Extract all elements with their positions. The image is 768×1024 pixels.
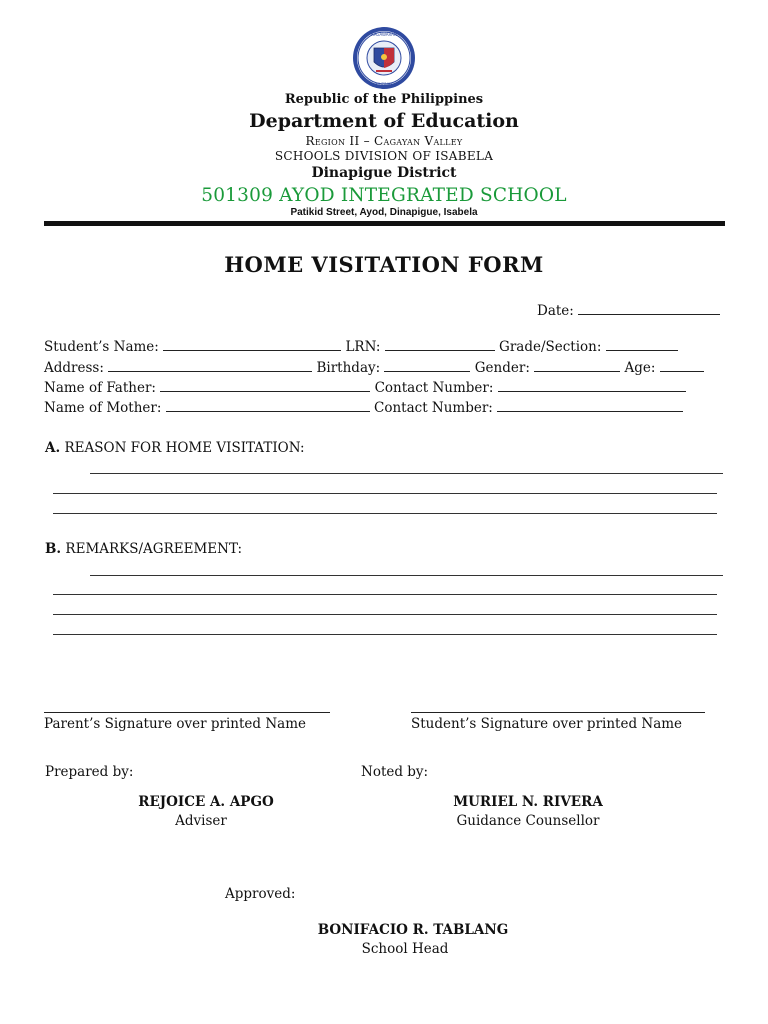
header-divider bbox=[44, 221, 725, 226]
gender-field[interactable] bbox=[534, 357, 620, 372]
student-name-label: Student’s Name: bbox=[44, 339, 159, 355]
section-b-title: REMARKS/AGREEMENT: bbox=[65, 541, 243, 557]
approved-label: Approved: bbox=[225, 886, 296, 902]
form-title: HOME VISITATION FORM bbox=[224, 252, 544, 277]
father-name-field[interactable] bbox=[160, 377, 370, 392]
remarks-line-1[interactable] bbox=[90, 575, 723, 576]
reason-line-1[interactable] bbox=[90, 473, 723, 474]
department-name: Department of Education bbox=[249, 110, 519, 132]
grade-section-field[interactable] bbox=[606, 336, 678, 351]
student-name-field[interactable] bbox=[163, 336, 341, 351]
date-row bbox=[537, 300, 720, 319]
adviser-name: REJOICE A. APGO bbox=[138, 794, 274, 810]
father-label: Name of Father: bbox=[44, 380, 156, 396]
student-info-row bbox=[44, 336, 678, 355]
mother-label: Name of Mother: bbox=[44, 400, 162, 416]
section-b-letter: B. bbox=[45, 541, 62, 557]
mother-name-field[interactable] bbox=[166, 397, 370, 412]
school-address: Patikid Street, Ayod, Dinapigue, Isabela bbox=[290, 207, 478, 218]
date-field[interactable] bbox=[578, 300, 720, 315]
gender-label: Gender: bbox=[474, 360, 530, 376]
counsellor-title: Guidance Counsellor bbox=[456, 813, 600, 829]
student-signature-line[interactable] bbox=[411, 712, 705, 713]
father-row bbox=[44, 377, 686, 396]
address-row bbox=[44, 357, 704, 376]
section-a-title: REASON FOR HOME VISITATION: bbox=[64, 440, 305, 456]
address-label: Address: bbox=[44, 360, 104, 376]
father-contact-field[interactable] bbox=[498, 377, 686, 392]
remarks-line-4[interactable] bbox=[53, 634, 717, 635]
age-field[interactable] bbox=[660, 357, 704, 372]
division-text: SCHOOLS DIVISION OF ISABELA bbox=[274, 149, 494, 163]
mother-contact-field[interactable] bbox=[497, 397, 683, 412]
address-field[interactable] bbox=[108, 357, 312, 372]
parent-signature-line[interactable] bbox=[44, 712, 330, 713]
father-contact-label: Contact Number: bbox=[374, 380, 494, 396]
district-text: Dinapigue District bbox=[311, 165, 457, 181]
birthday-field[interactable] bbox=[384, 357, 470, 372]
lrn-label: LRN: bbox=[345, 339, 381, 355]
section-a-letter: A. bbox=[45, 440, 61, 456]
reason-line-3[interactable] bbox=[53, 513, 717, 514]
date-label: Date: bbox=[537, 303, 574, 319]
prepared-by-label: Prepared by: bbox=[45, 764, 134, 780]
noted-by-label: Noted by: bbox=[361, 764, 429, 780]
republic-text: Republic of the Philippines bbox=[284, 92, 484, 107]
svg-text:KAGAWARAN: KAGAWARAN bbox=[371, 32, 397, 37]
birthday-label: Birthday: bbox=[316, 360, 381, 376]
mother-contact-label: Contact Number: bbox=[374, 400, 493, 416]
section-a-heading bbox=[45, 440, 305, 456]
school-head-name: BONIFACIO R. TABLANG bbox=[317, 922, 509, 938]
svg-text:PILIPINAS: PILIPINAS bbox=[375, 82, 393, 86]
age-label: Age: bbox=[624, 360, 656, 376]
school-name: 501309 AYOD INTEGRATED SCHOOL bbox=[201, 185, 567, 206]
grade-section-label: Grade/Section: bbox=[499, 339, 602, 355]
school-head-title: School Head bbox=[361, 941, 449, 957]
remarks-line-2[interactable] bbox=[53, 594, 717, 595]
region-text: Region II – Cagayan Valley bbox=[305, 134, 463, 148]
student-signature-caption: Student’s Signature over printed Name bbox=[411, 716, 683, 732]
mother-row bbox=[44, 397, 683, 416]
reason-line-2[interactable] bbox=[53, 493, 717, 494]
adviser-title: Adviser bbox=[175, 813, 227, 829]
parent-signature-caption: Parent’s Signature over printed Name bbox=[44, 716, 306, 732]
section-b-heading bbox=[45, 541, 242, 557]
deped-seal-icon bbox=[352, 26, 416, 90]
remarks-line-3[interactable] bbox=[53, 614, 717, 615]
lrn-field[interactable] bbox=[385, 336, 495, 351]
counsellor-name: MURIEL N. RIVERA bbox=[453, 794, 603, 810]
